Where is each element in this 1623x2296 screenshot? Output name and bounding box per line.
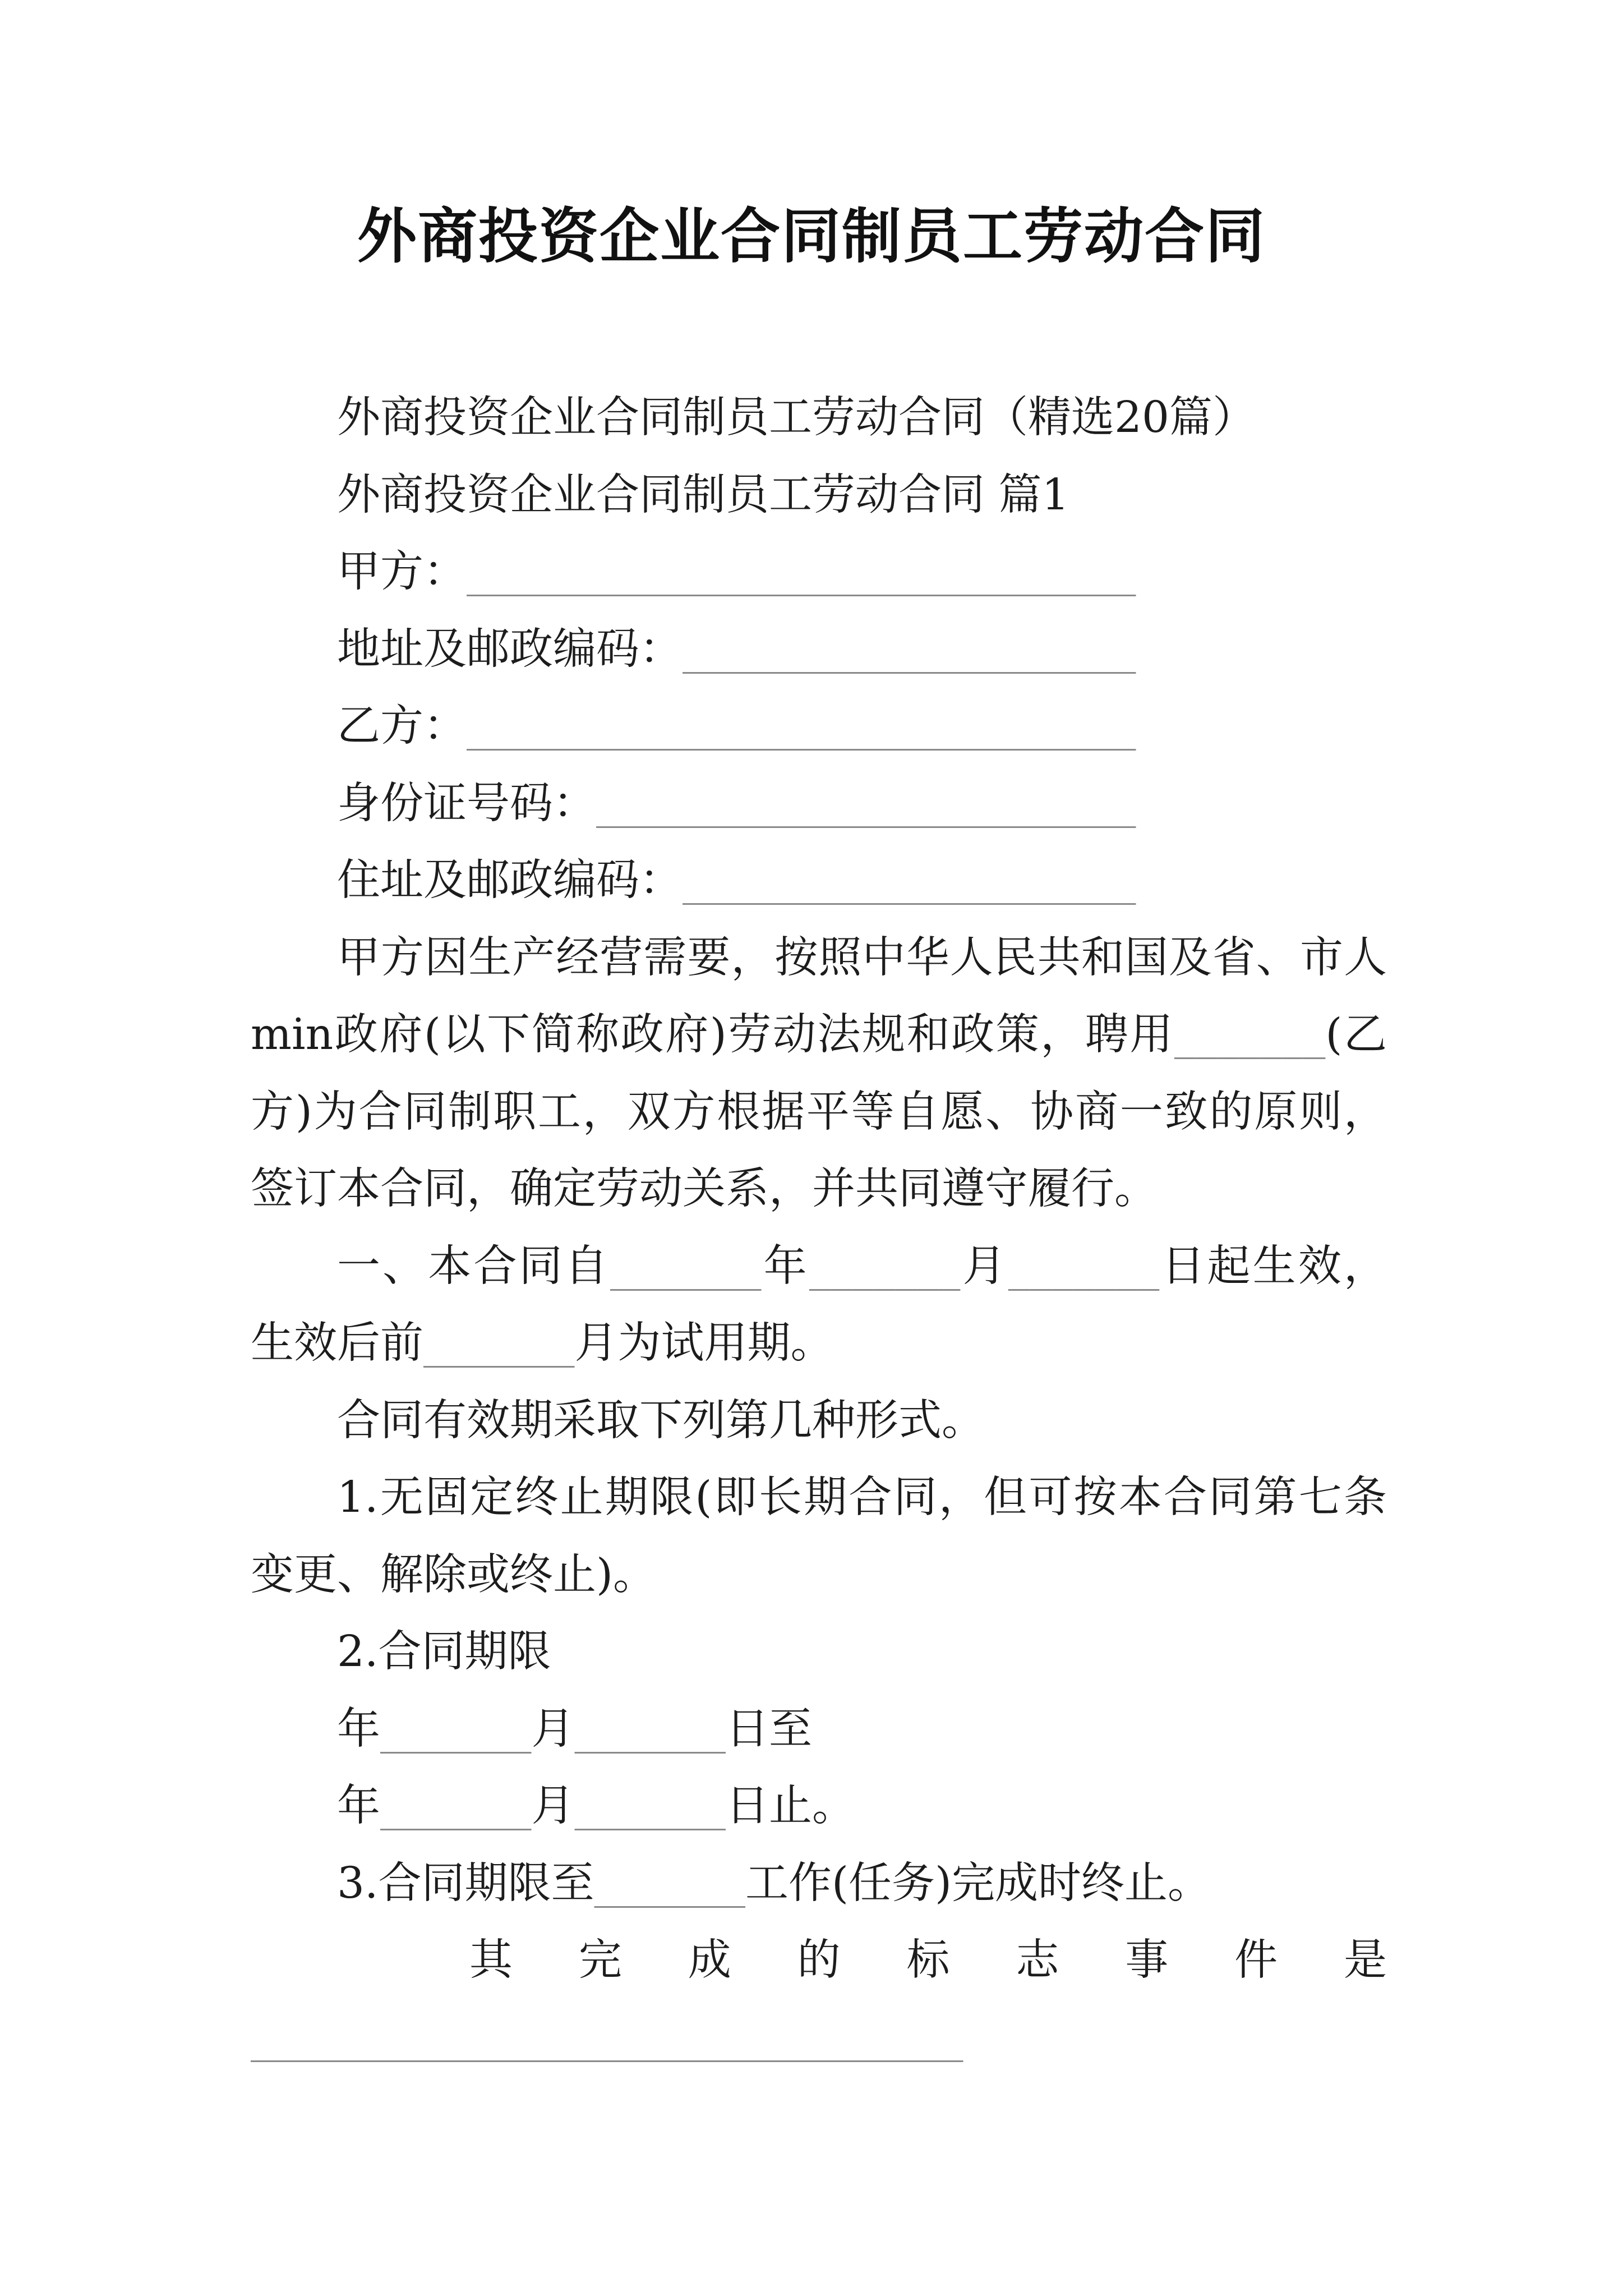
blank-underline: _______ [1174, 1010, 1326, 1060]
spread-char: 的 [797, 1935, 841, 1985]
party-a-field: 甲方：_______________________________ [337, 547, 1136, 597]
document-title: 外商投资企业合同制员工劳动合同 [357, 201, 1266, 271]
document-subtitle: 外商投资企业合同制员工劳动合同（精选20篇） [337, 393, 1256, 443]
party-a-address-field: 地址及邮政编码：_____________________ [337, 624, 1136, 674]
section-heading: 外商投资企业合同制员工劳动合同 篇1 [337, 470, 1069, 520]
completion-event-line [251, 1922, 1387, 1999]
completion-event-blank [251, 1999, 1387, 2077]
effective-date-line: 一、本合同自_______年_______月_______日起生效， [337, 1241, 1387, 1291]
spread-char: 件 [1234, 1935, 1278, 1985]
spread-char: 志 [1016, 1935, 1059, 1985]
blank-underline: _______________________________ [467, 547, 1136, 597]
blank-underline: _________________________ [596, 778, 1136, 829]
probation-line: 生效后前_______月为试用期。 [251, 1318, 834, 1368]
blank-underline: _______ [594, 1858, 745, 1908]
blank-underline: _____________________ [683, 624, 1136, 674]
blank-underline: _______ [574, 1704, 726, 1754]
spread-char: 是 [1344, 1935, 1387, 1985]
blank-underline: _______ [610, 1241, 762, 1291]
spread-char: 其 [469, 1935, 513, 1985]
spread-char: 事 [1125, 1935, 1169, 1985]
document-body [251, 379, 1387, 2076]
preamble-line: min政府(以下简称政府)劳动法规和政策，聘用_______(乙 [251, 1010, 1387, 1060]
preamble-line: 甲方因生产经营需要，按照中华人民共和国及省、市人 [337, 932, 1387, 983]
party-b-field: 乙方：_______________________________ [337, 701, 1136, 751]
spread-char: 标 [906, 1935, 950, 1985]
term-form-line: 合同有效期采取下列第几种形式。 [337, 1395, 985, 1446]
blank-underline: _______________________________ [467, 701, 1136, 751]
term-option-2-start-date: 年_______月_______日至 [337, 1704, 812, 1754]
blank-underline: _____________________ [683, 855, 1136, 905]
term-option-2-line: 2.合同期限 [337, 1627, 551, 1677]
term-option-2-end-date: 年_______月_______日止。 [337, 1781, 855, 1831]
party-b-id-number-field: 身份证号码：_________________________ [337, 778, 1136, 829]
spread-char: 成 [688, 1935, 731, 1985]
party-b-address-field: 住址及邮政编码：_____________________ [337, 855, 1136, 905]
blank-underline: _______ [809, 1241, 961, 1291]
preamble-line: 签订本合同，确定劳动关系，并共同遵守履行。 [251, 1164, 1158, 1214]
blank-underline: _______ [574, 1781, 726, 1831]
blank-underline: _______ [380, 1781, 532, 1831]
blank-underline: _________________________________ [251, 2012, 963, 2063]
preamble-line: 方)为合同制职工，双方根据平等自愿、协商一致的原则， [251, 1087, 1387, 1137]
term-option-3-line: 3.合同期限至_______工作(任务)完成时终止。 [337, 1858, 1211, 1908]
blank-underline: _______ [1008, 1241, 1160, 1291]
spread-char: 完 [578, 1935, 622, 1985]
term-option-1-line: 变更、解除或终止)。 [251, 1549, 657, 1600]
blank-underline: _______ [423, 1318, 575, 1368]
blank-underline: _______ [380, 1704, 532, 1754]
term-option-1-line: 1.无固定终止期限(即长期合同，但可按本合同第七条 [337, 1473, 1387, 1522]
